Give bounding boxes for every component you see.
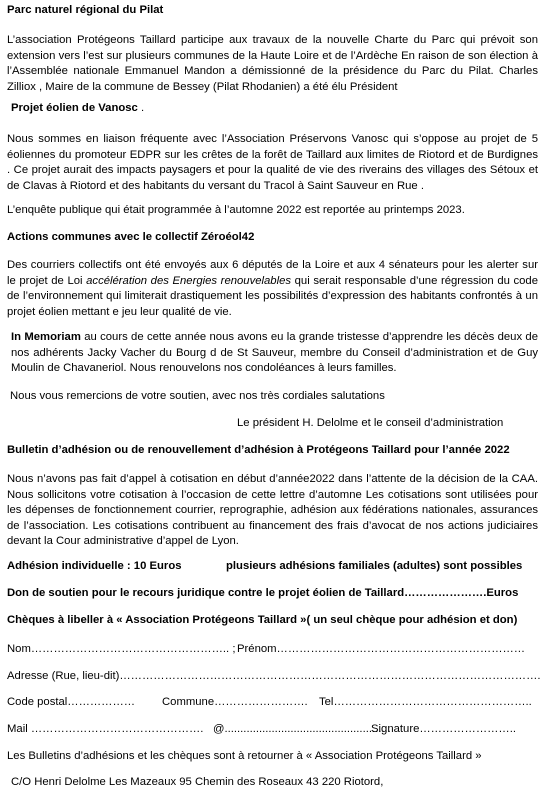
bulletin-title: Bulletin d’adhésion ou de renouvellement d’adhésion à Protégeons Taillard pour l’année 2022: [7, 444, 510, 456]
form-row-nom: [7, 641, 538, 657]
actions-title: Actions communes avec le collectif Zéroéol42: [7, 231, 255, 243]
mail-at-field[interactable]: @.....................................................: [213, 723, 391, 735]
don-line: Don de soutien pour le recours juridique contre le projet éolien de Taillard………………….Euros: [7, 587, 519, 599]
actions-text-after: qui serait responsable d’une régression du code de l’environnement qui limiterait drastiquement les possibilités d’expression des habitants confrontés à un projet éolien mettant e jeu leur qualité de vie.: [7, 274, 538, 318]
actions-paragraph: [7, 258, 538, 320]
signature-line: Le président H. Delolme et le conseil d’administration: [237, 417, 504, 429]
memoriam-paragraph: [11, 330, 538, 377]
adresse-field[interactable]: Adresse (Rue, lieu-dit)………………………………………………………………………………………………….: [7, 670, 541, 682]
tel-field[interactable]: Tel……………………………………………..: [319, 696, 532, 708]
eolien-heading: [11, 101, 542, 117]
form-row-mail: [7, 721, 538, 737]
nom-field[interactable]: Nom…………………………………………….. ;: [7, 643, 236, 655]
commune-field[interactable]: Commune…………………….: [162, 696, 308, 708]
signature-field[interactable]: Signature……………………..: [371, 723, 517, 735]
cheques-line: Chèques à libeller à « Association Protégeons Taillard »( un seul chèque pour adhésion et don): [7, 614, 518, 626]
actions-text-italic: accélération des Energies renouvelables: [86, 274, 292, 287]
bulletin-paragraph: Nous n’avons pas fait d’appel à cotisation en début d’année2022 dans l’attente de la décision de la CAA. Nous sollicitons votre cotisation à l’occasion de cette lettre d’automne Les cotisations sont utilisées pour les dépenses de fonctionnement courrier, reprographie, adhésion aux fédérations nationales, assurances de l’association. Les cotisations contribuent au financement des frais d’avocat de nos actions judiciaires devant la Cour administrative d’appel de Lyon.: [7, 473, 538, 547]
memoriam-text: au cours de cette année nous avons eu la grande tristesse d’apprendre les décès deux de nos adhérents Jacky Vacher du Bourg d de St Sauveur, membre du Conseil d’administration et de Guy Moulin de Chavaneriol. Nous renouvelons nos condoléances à leurs familles.: [11, 331, 538, 374]
thanks-line: Nous vous remercions de votre soutien, avec nos très cordiales salutations: [10, 390, 385, 402]
eolien-title-suffix: .: [137, 102, 145, 114]
footer-return: Les Bulletins d’adhésions et les chèques sont à retourner à « Association Protégeons Taillard »: [7, 750, 482, 762]
eolien-paragraph: Nous sommes en liaison fréquente avec l’Association Préservons Vanosc qui s’oppose au projet de 5 éoliennes du promoteur EDPR sur les crêtes de la forêt de Taillard aux limites de Riotord et de Burdignes . Ce projet aurait des impacts paysagers et pour la qualité de vie des riverains des villages des Sétoux et de Clavas à Riotord et des habitants du versant du Tracol à Saint Sauveur en Rue .: [7, 133, 538, 192]
mail-field[interactable]: Mail ……………………………………….: [7, 723, 204, 735]
adhesion-row: [7, 558, 538, 574]
actions-text-before: Des courriers collectifs ont été envoyés aux 6 députés de la Loire et aux 4 sénateurs pour les alerter sur le projet de Loi: [7, 259, 538, 287]
footer-address: C/O Henri Delolme Les Mazeaux 95 Chemin des Roseaux 43 220 Riotord,: [11, 776, 384, 788]
eolien-title: Projet éolien de Vanosc: [11, 102, 138, 114]
form-row-code: [7, 694, 538, 710]
eolien-enquete: L’enquête publique qui était programmée à l’automne 2022 est reportée au printemps 2023.: [7, 204, 465, 216]
park-title: Parc naturel régional du Pilat: [7, 4, 164, 16]
adhesion-familiale: plusieurs adhésions familiales (adultes) sont possibles: [226, 560, 523, 572]
prenom-field[interactable]: Prénom…………………………………………………………: [237, 643, 526, 655]
form-row-adresse: [7, 668, 541, 684]
memoriam-title: In Memoriam: [11, 331, 81, 343]
park-paragraph: L’association Protégeons Taillard participe aux travaux de la nouvelle Charte du Parc qui prévoit son extension vers l’est sur plusieurs communes de la Haute Loire et de l’Ardèche En raison de son élection à l’Assemblée nationale Emmanuel Mandon a démissionné de la présidence du Parc du Pilat. Charles Zilliox , Maire de la commune de Bessey (Pilat Rhodanien) a été élu Président: [7, 34, 538, 93]
adhesion-individuelle: Adhésion individuelle : 10 Euros: [7, 560, 182, 572]
code-postal-field[interactable]: Code postal………………: [7, 696, 136, 708]
